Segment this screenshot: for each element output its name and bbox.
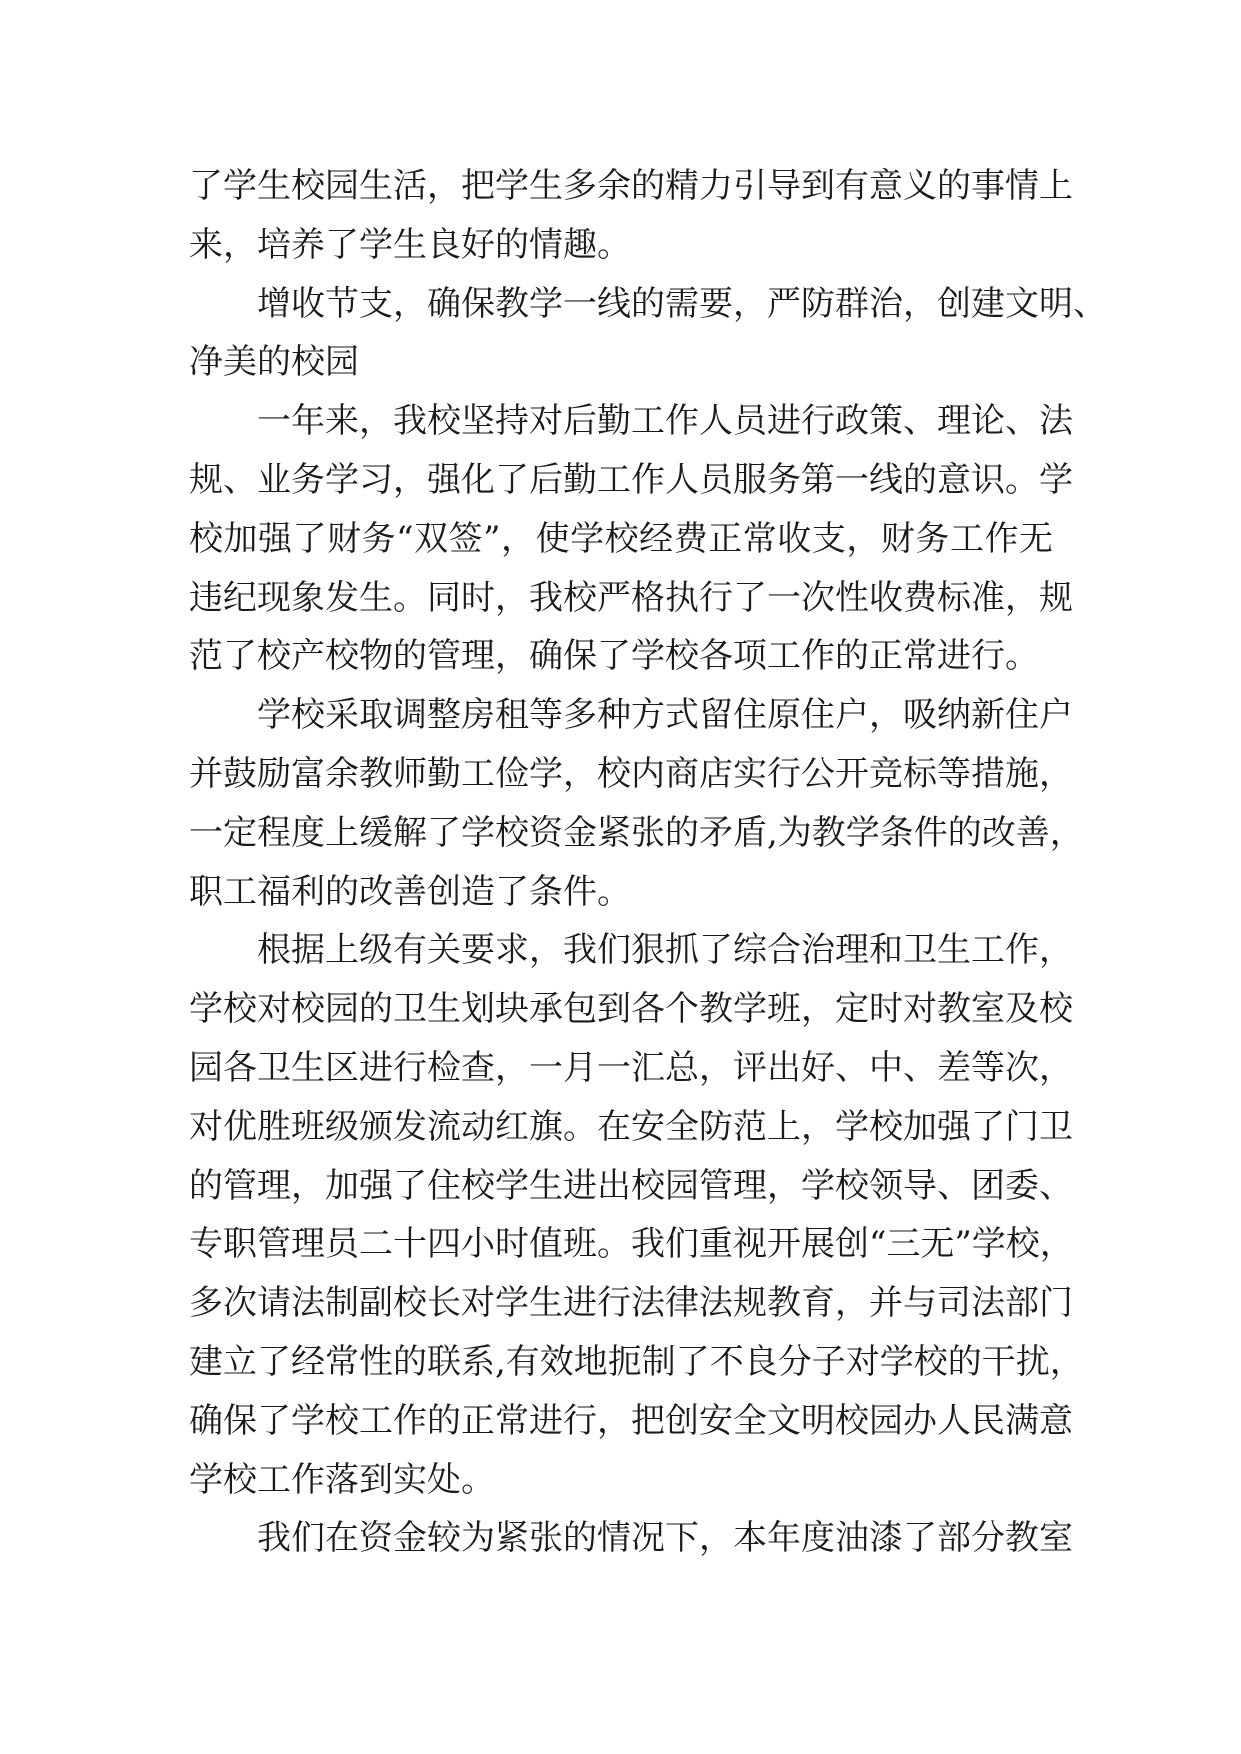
text-line: 学校采取调整房租等多种方式留住原住户，吸纳新住户 [257,695,1073,736]
text-line: 建立了经常性的联系,有效地扼制了不良分子对学校的干扰， [189,1341,1084,1382]
text-line: 了学生校园生活，把学生多余的精力引导到有意义的事情上 [189,166,1073,206]
text-line: 专职管理员二十四小时值班。我们重视开展创“三无”学校， [189,1224,1074,1265]
text-line: 违纪现象发生。同时，我校严格执行了一次性收费标准，规 [189,577,1073,618]
text-line: 一年来，我校坚持对后勤工作人员进行政策、理论、法 [257,401,1073,442]
text-line: 我们在资金较为紧张的情况下，本年度油漆了部分教室 [257,1518,1073,1559]
text-line: 来，培养了学生良好的情趣。 [189,224,631,265]
text-line: 范了校产校物的管理，确保了学校各项工作的正常进行。 [189,636,1039,677]
text-line: 的管理，加强了住校学生进出校园管理，学校领导、团委、 [189,1165,1073,1206]
text-line: 学校对校园的卫生划块承包到各个教学班，定时对教室及校 [189,989,1073,1030]
text-line: 多次请法制副校长对学生进行法律法规教育，并与司法部门 [189,1283,1073,1324]
text-line: 职工福利的改善创造了条件。 [189,871,631,912]
text-line: 对优胜班级颁发流动红旗。在安全防范上，学校加强了门卫 [189,1106,1073,1147]
text-line: 一定程度上缓解了学校资金紧张的矛盾,为教学条件的改善， [189,812,1084,853]
text-line: 园各卫生区进行检查，一月一汇总，评出好、中、差等次， [189,1047,1073,1088]
text-line: 并鼓励富余教师勤工俭学，校内商店实行公开竞标等措施， [189,753,1073,794]
text-line: 根据上级有关要求，我们狠抓了综合治理和卫生工作， [257,930,1073,971]
text-line: 学校工作落到实处。 [189,1459,495,1500]
section-heading-line: 增收节支，确保教学一线的需要，严防群治，创建文明、 [257,283,1107,324]
text-line: 校加强了财务“双签”，使学校经费正常收支，财务工作无 [189,518,1053,559]
section-heading-line: 净美的校园 [189,342,359,383]
text-line: 规、业务学习，强化了后勤工作人员服务第一线的意识。学 [189,459,1073,500]
document-body [189,157,1107,1568]
text-line: 确保了学校工作的正常进行，把创安全文明校园办人民满意 [189,1400,1073,1441]
